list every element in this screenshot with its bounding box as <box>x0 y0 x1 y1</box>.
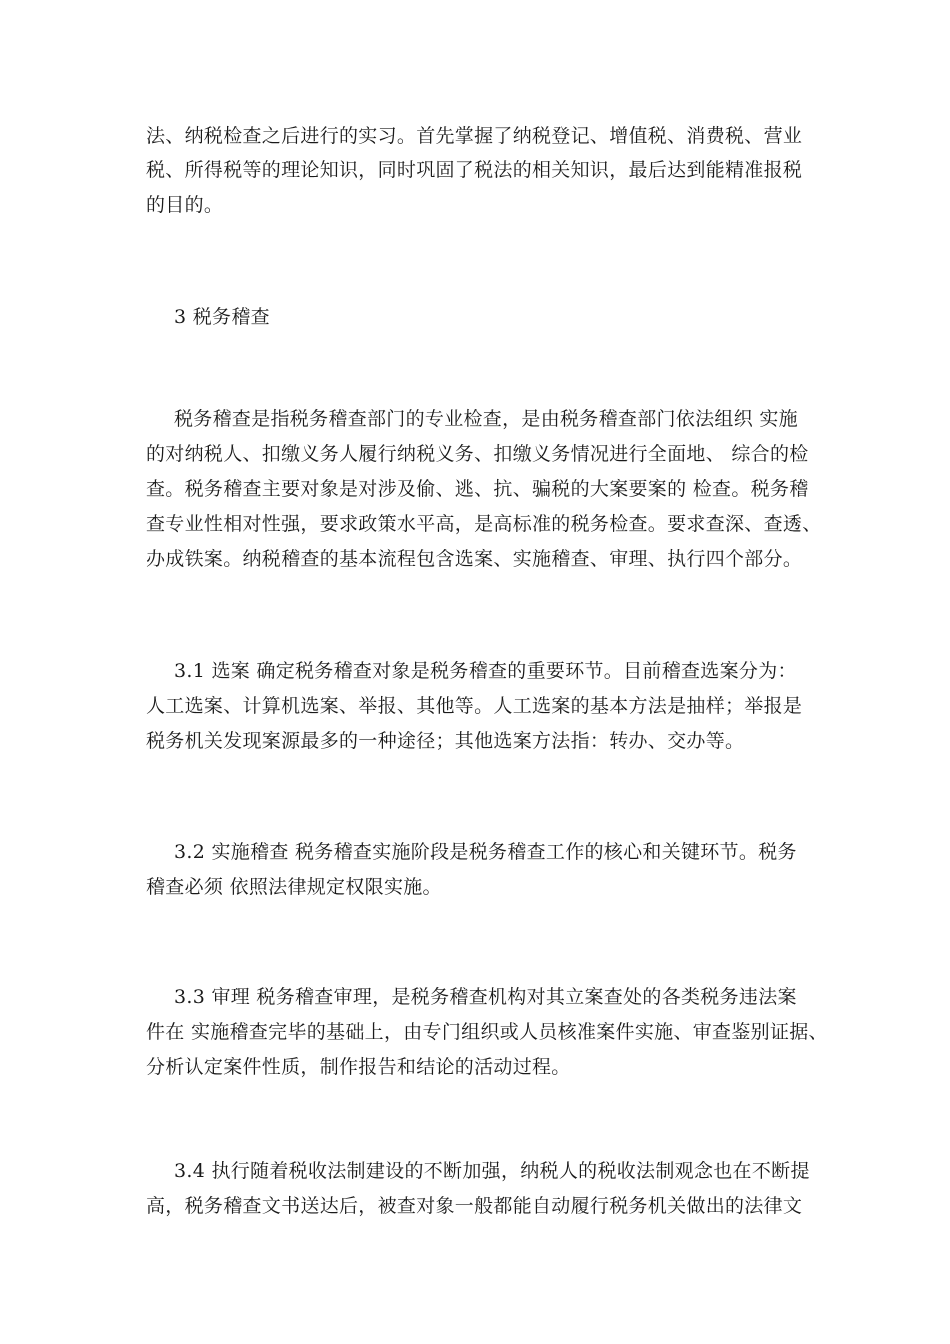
section-3-para-line-1: 税务稽查是指税务稽查部门的专业检查，是由税务稽查部门依法组织 实施 <box>174 408 798 430</box>
section-3-3-line-1: 3.3 审理 税务稽查审理，是税务稽查机构对其立案查处的各类税务违法案 <box>174 986 797 1008</box>
section-3-para-line-2: 的对纳税人、扣缴义务人履行纳税义务、扣缴义务情况进行全面地、 综合的检 <box>146 443 809 465</box>
section-3-para-line-5: 办成铁案。纳税稽查的基本流程包含选案、实施稽查、审理、执行四个部分。 <box>146 548 803 570</box>
section-3-4-line-1: 3.4 执行随着税收法制建设的不断加强，纳税人的税收法制观念也在不断提 <box>174 1160 810 1182</box>
section-3-2-line-1: 3.2 实施稽查 税务稽查实施阶段是税务稽查工作的核心和关键环节。税务 <box>174 841 797 863</box>
section-3-heading: 3 税务稽查 <box>174 306 270 328</box>
section-3-3-line-3: 分析认定案件性质，制作报告和结论的活动过程。 <box>146 1056 571 1078</box>
section-3-para-line-4: 查专业性相对性强，要求政策水平高，是高标准的税务检查。要求查深、查透、 <box>146 513 822 535</box>
section-3-para-line-3: 查。税务稽查主要对象是对涉及偷、逃、抗、骗税的大案要案的 检查。税务稽 <box>146 478 809 500</box>
intro-line-3: 的目的。 <box>146 194 224 216</box>
section-3-3-line-2: 件在 实施稽查完毕的基础上，由专门组织或人员核准案件实施、审查鉴别证据、 <box>146 1021 828 1043</box>
section-3-1-line-2: 人工选案、计算机选案、举报、其他等。人工选案的基本方法是抽样；举报是 <box>146 695 803 717</box>
section-3-1-line-3: 税务机关发现案源最多的一种途径；其他选案方法指：转办、交办等。 <box>146 730 745 752</box>
section-3-2-line-2: 稽查必须 依照法律规定权限实施。 <box>146 876 442 898</box>
intro-line-1: 法、纳税检查之后进行的实习。首先掌握了纳税登记、增值税、消费税、营业 <box>146 125 803 147</box>
section-3-1-line-1: 3.1 选案 确定税务稽查对象是税务稽查的重要环节。目前稽查选案分为： <box>174 660 797 682</box>
section-3-4-line-2: 高，税务稽查文书送达后，被查对象一般都能自动履行税务机关做出的法律文 <box>146 1195 803 1217</box>
intro-line-2: 税、所得税等的理论知识，同时巩固了税法的相关知识，最后达到能精准报税 <box>146 159 803 181</box>
